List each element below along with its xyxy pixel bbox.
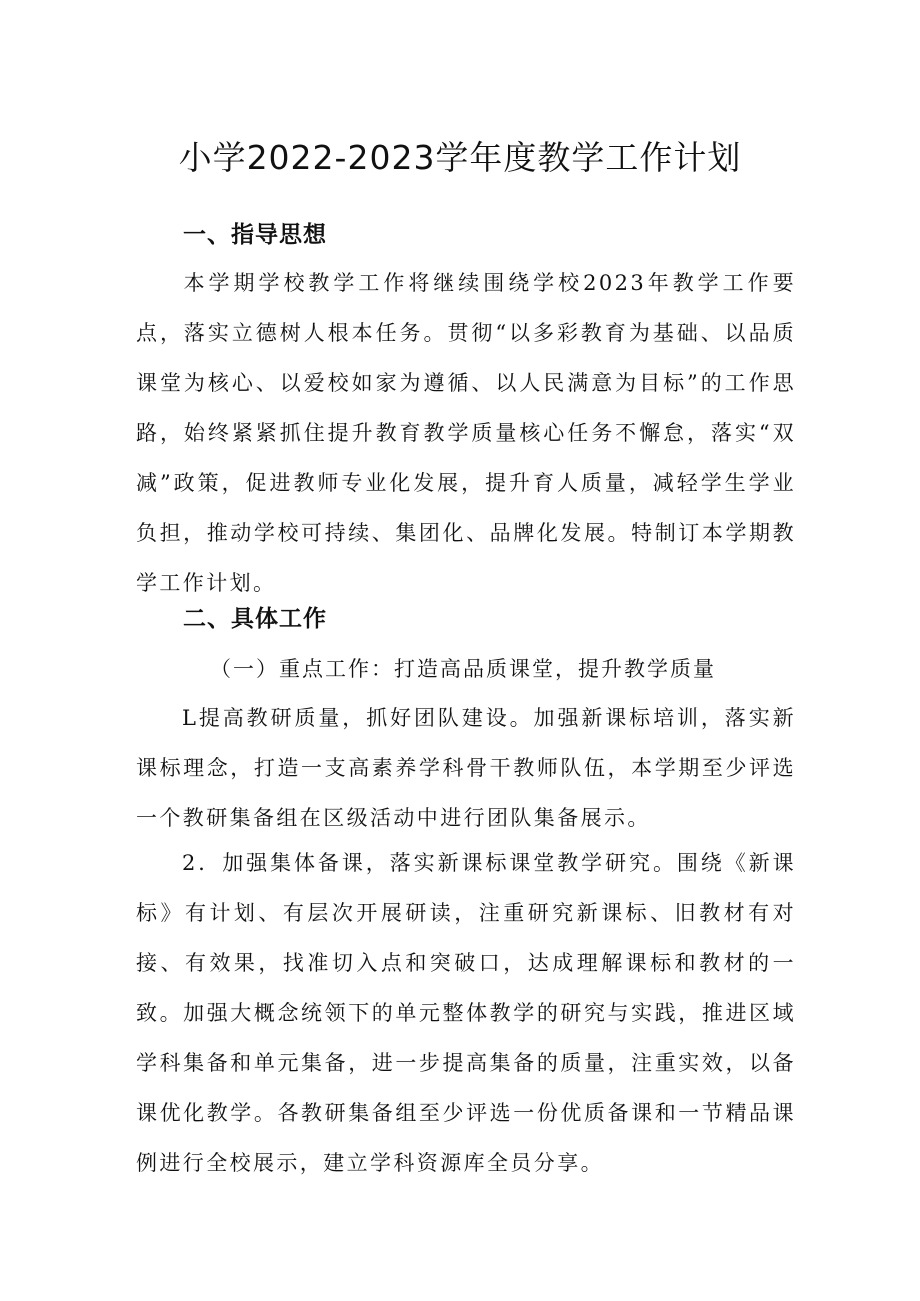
document-title: 小学2022-2023学年度教学工作计划 xyxy=(178,138,742,177)
paragraph-guiding-ideology xyxy=(136,258,796,608)
section-heading-guiding-ideology: 一、指导思想 xyxy=(183,222,327,248)
paragraph-item-2 xyxy=(136,838,796,1188)
section-heading-specific-work: 二、具体工作 xyxy=(183,606,327,632)
paragraph-text: 本学期学校教学工作将继续围绕学校2023年教学工作要点，落实立德树人根本任务。贯彻“以多彩教育为基础、以品质课堂为核心、以爱校如家为遵循、以人民满意为目标”的工作思路，始终紧紧抓住提升教育教学质量核心任务不懈怠，落实“双减”政策，促进教师专业化发展，提升育人质量，减轻学生学业负担，推动学校可持续、集团化、品牌化发展。特制订本学期教学工作计划。 xyxy=(136,271,796,595)
paragraph-item-1 xyxy=(136,693,796,843)
paragraph-text: 2．加强集体备课，落实新课标课堂教学研究。围绕《新课标》有计划、有层次开展研读，注重研究新课标、旧教材有对接、有效果，找准切入点和突破口，达成理解课标和教材的一致。加强大概念统领下的单元整体教学的研究与实践，推进区域学科集备和单元集备，进一步提高集备的质量，注重实效，以备课优化教学。各教研集备组至少评选一份优质备课和一节精品课例进行全校展示，建立学科资源库全员分享。 xyxy=(136,851,796,1175)
subheading-key-work: （一）重点工作：打造高品质课堂，提升教学质量 xyxy=(210,657,716,681)
paragraph-text: L提高教研质量，抓好团队建设。加强新课标培训，落实新课标理念，打造一支高素养学科骨干教师队伍，本学期至少评选一个教研集备组在区级活动中进行团队集备展示。 xyxy=(136,706,796,830)
